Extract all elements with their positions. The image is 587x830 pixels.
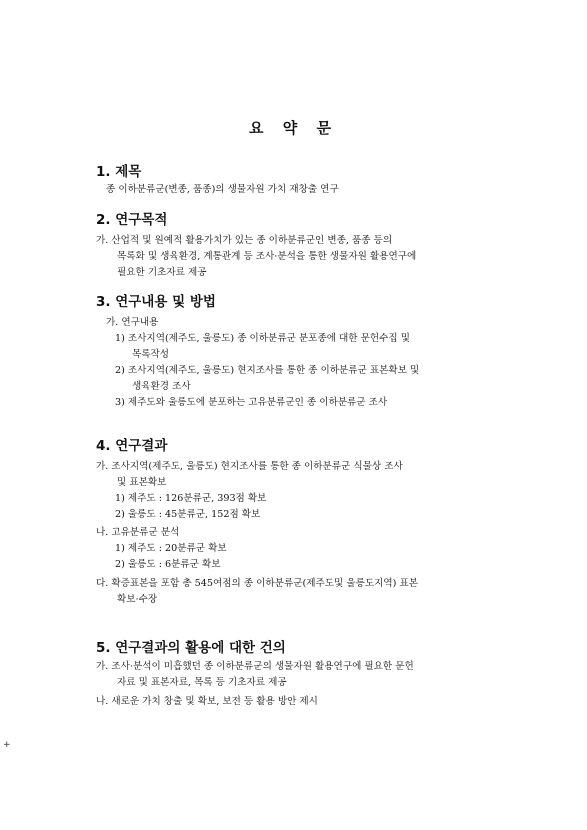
section-4-line: 2) 울릉도 : 45분류군, 152점 확보 xyxy=(115,509,261,520)
section-5-heading: 5. 연구결과의 활용에 대한 건의 xyxy=(96,640,286,656)
section-2-line: 필요한 기초자료 제공 xyxy=(117,267,207,278)
section-5-line: 가. 조사·분석이 미흡했던 종 이하분류군의 생물자원 활용연구에 필요한 문헌 xyxy=(96,661,414,672)
section-5-line: 자료 및 표본자료, 목록 등 기초자료 제공 xyxy=(117,677,287,688)
section-4-line: 2) 울릉도 : 6분류군 확보 xyxy=(115,559,221,570)
section-2-line: 가. 산업적 및 원예적 활용가치가 있는 종 이하분류군인 변종, 품종 등의 xyxy=(96,235,393,246)
document-title: 요 약 문 xyxy=(249,119,338,137)
section-4-line: 및 표본확보 xyxy=(117,477,167,488)
section-4-line: 1) 제주도 : 126분류군, 393점 확보 xyxy=(115,493,267,504)
section-4-line: 1) 제주도 : 20분류군 확보 xyxy=(115,543,227,554)
margin-mark: + xyxy=(3,740,11,750)
section-3-line: 가. 연구내용 xyxy=(106,317,159,328)
section-2-line: 목록화 및 생육환경, 계통관계 등 조사·분석을 통한 생물자원 활용연구에 xyxy=(117,251,417,262)
section-3-line: 생육환경 조사 xyxy=(132,381,191,392)
section-4-heading: 4. 연구결과 xyxy=(96,438,168,454)
section-5-line: 나. 새로운 가치 창출 및 확보, 보전 등 활용 방안 제시 xyxy=(96,696,318,707)
section-3-line: 3) 제주도와 울릉도에 분포하는 고유분류군인 종 이하분류군 조사 xyxy=(115,397,388,408)
section-4-line: 가. 조사지역(제주도, 울릉도) 현지조사를 통한 종 이하분류군 식물상 조사 xyxy=(96,461,403,472)
section-3-line: 목록작성 xyxy=(132,349,170,360)
section-2-heading: 2. 연구목적 xyxy=(96,212,168,228)
section-3-line: 2) 조사지역(제주도, 울릉도) 현지조사를 통한 종 이하분류군 표본확보 및 xyxy=(115,365,420,376)
section-4-line: 나. 고유분류군 분석 xyxy=(96,527,180,538)
section-4-line: 다. 확증표본을 포함 총 545여점의 종 이하분류군(제주도및 울릉도지역) 표본 xyxy=(96,578,419,589)
section-4-line: 확보·수장 xyxy=(117,594,158,605)
section-1-body: 종 이하분류군(변종, 품종)의 생물자원 가치 재창출 연구 xyxy=(106,184,339,195)
section-3-heading: 3. 연구내용 및 방법 xyxy=(96,294,216,310)
section-1-heading: 1. 제목 xyxy=(96,164,142,180)
section-3-line: 1) 조사지역(제주도, 울릉도) 종 이하분류군 분포종에 대한 문헌수집 및 xyxy=(115,333,411,344)
